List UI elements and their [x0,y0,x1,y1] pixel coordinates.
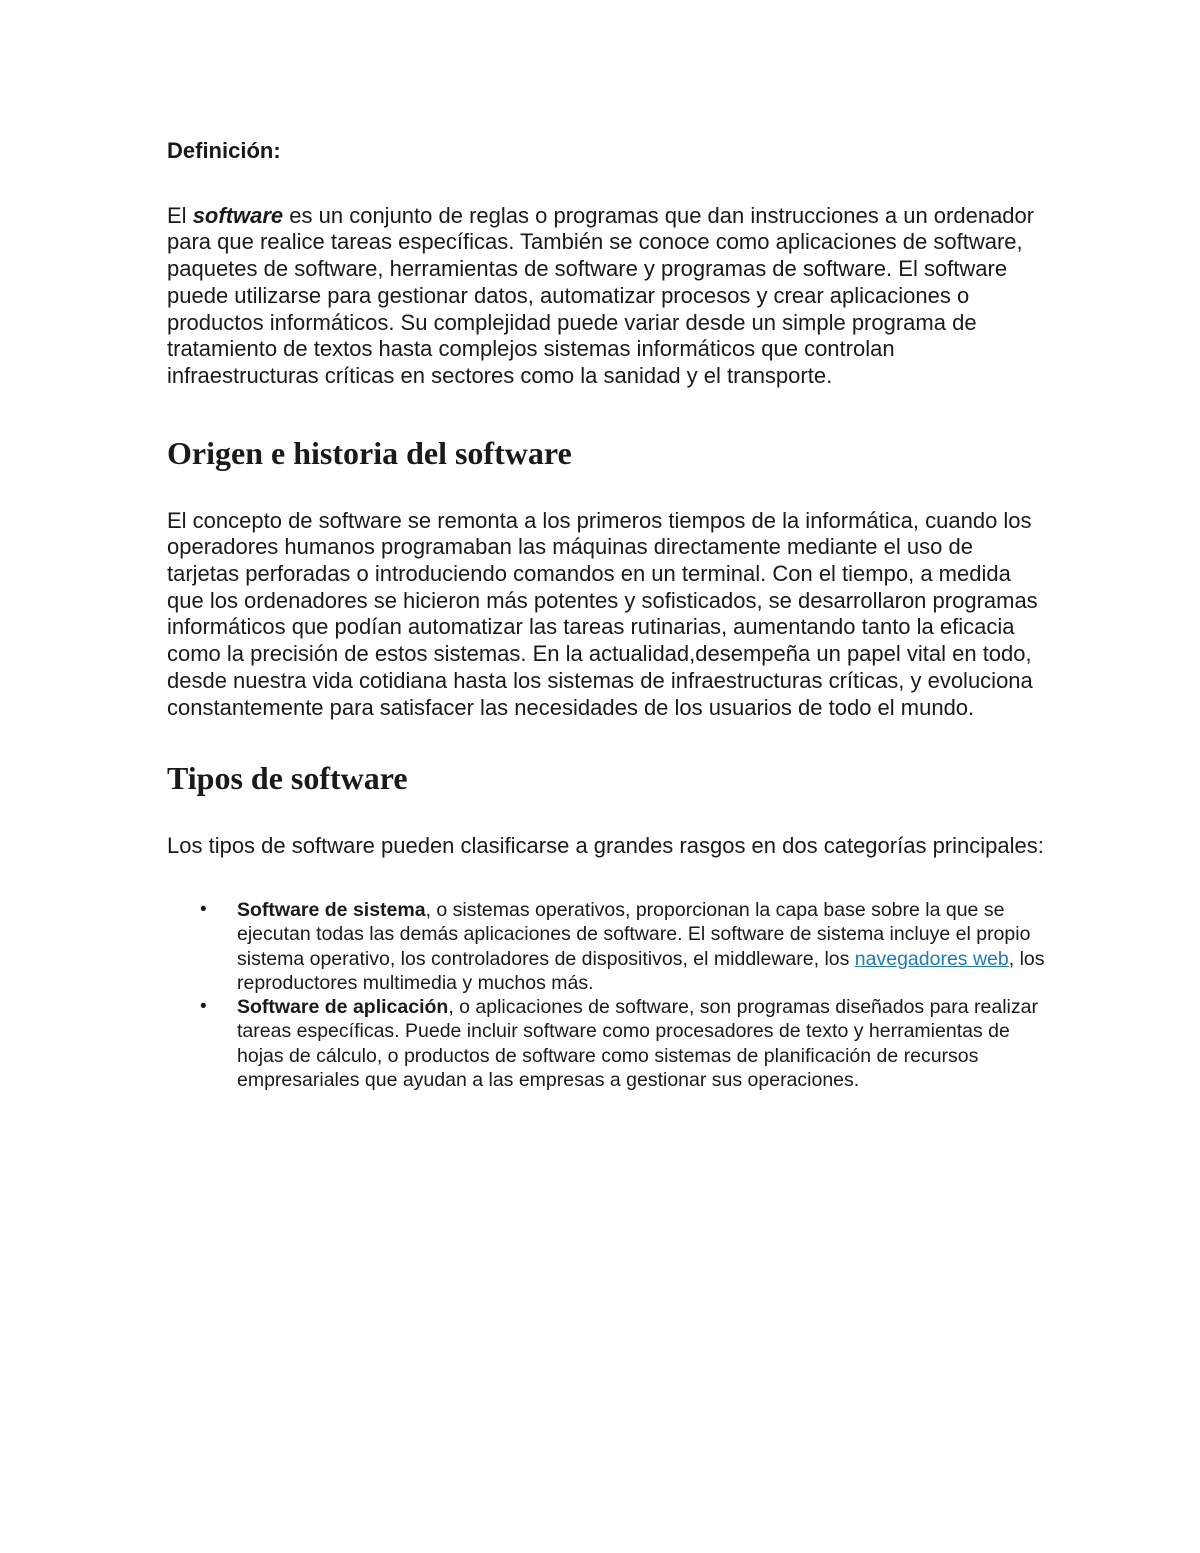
definition-label: Definición: [167,138,281,163]
document-page [167,138,1047,1092]
bullet-icon: • [200,898,207,920]
web-browsers-link[interactable]: navegadores web [854,947,1009,970]
types-intro-paragraph: Los tipos de software pueden clasificarse a grandes rasgos en dos categorías principales: [167,833,1044,859]
history-paragraph: El concepto de software se remonta a los primeros tiempos de la informática, cuando los operadores humanos programaban las máquinas directamente mediante el uso de tarjetas perforadas o introduciendo comandos en un terminal. Con el tiempo, a medida que los ordenadores se hicieron más potentes y sofisticados, se desarrollaron programas informáticos que podían automatizar las tareas rutinarias, aumentando tanto la eficacia como la precisión de estos sistemas. En la actualidad,desempeña un papel vital en todo, desde nuestra vida cotidiana hasta los sistemas de infraestructuras críticas, y evoluciona constantemente para satisfacer las necesidades de los usuarios de todo el mundo. [167,507,1038,720]
list-item-system-software [167,898,1047,995]
list-item-text: , o sistemas operativos, proporcionan la capa base sobre la que se ejecutan todas las demás aplicaciones de software. El software de sistema incluye el propio sistema operativo, los controladores de dispositivos, el middleware, los [237,898,1031,970]
list-item-application-software [167,995,1047,1092]
list-item-title: Software de sistema [237,898,426,921]
definition-term: software [192,202,284,228]
list-item-text: , o aplicaciones de software, son programas diseñados para realizar tareas específicas. Puede incluir software como procesadores de texto y herramientas de hojas de cálculo, o productos de software como sistemas de planificación de recursos empresariales que ayudan a las empresas a gestionar sus operaciones. [237,996,1038,1092]
types-heading: Tipos de software [167,760,408,797]
types-list [167,898,1047,1092]
list-item-text-end: , los reproductores multimedia y muchos más. [237,947,1045,994]
definition-intro: El [167,202,193,228]
definition-paragraph [167,203,1047,390]
history-heading: Origen e historia del software [167,434,572,471]
definition-text: es un conjunto de reglas o programas que dan instrucciones a un ordenador para que realice tareas específicas. También se conoce como aplicaciones de software, paquetes de software, herramientas de software y programas de software. El software puede utilizarse para gestionar datos, automatizar procesos y crear aplicaciones o productos informáticos. Su complejidad puede variar desde un simple programa de tratamiento de textos hasta complejos sistemas informáticos que controlan infraestructuras críticas en sectores como la sanidad y el transporte. [167,202,1035,388]
bullet-icon: • [200,996,207,1018]
list-item-title: Software de aplicación [237,996,449,1019]
